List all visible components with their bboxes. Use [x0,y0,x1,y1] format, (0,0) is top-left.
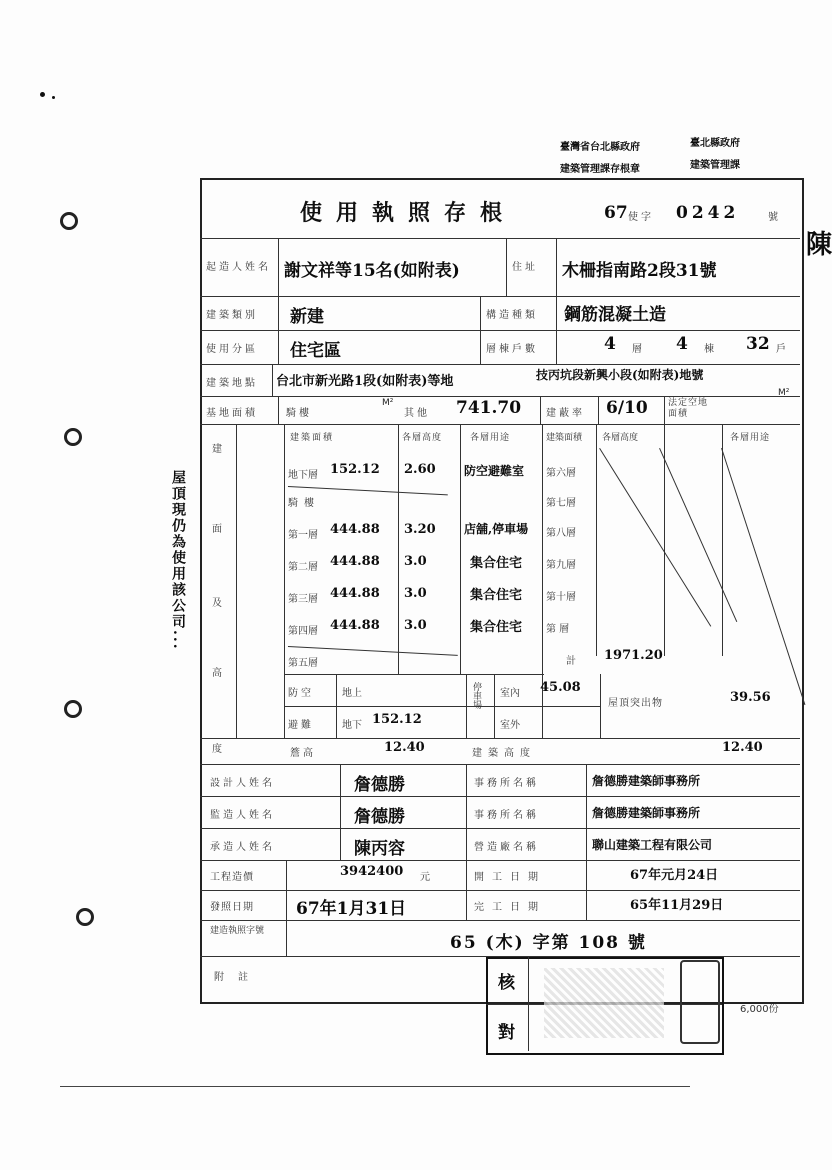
section-label: 建 [212,444,225,455]
floor-area: 444.88 [330,586,380,601]
total-label: 計 [566,656,579,667]
floor-name-right: 第六層 [546,468,576,479]
speck [40,92,45,97]
floor-height: 3.0 [404,586,427,601]
supervisor-office-label: 事務所名稱 [474,810,539,821]
binder-hole [64,700,82,718]
top-stamp-right-2: 建築管理課 [690,160,740,171]
rule [506,238,507,296]
floor-area: 444.88 [330,554,380,569]
rule [722,424,723,656]
floors-label: 層棟戶數 [486,344,538,355]
top-stamp-left-2: 建築管理課存根章 [560,164,640,175]
permit-label: 建造執照字號 [210,926,265,936]
rule [200,296,800,297]
complete-date: 65年11月29日 [630,898,724,913]
rule [200,238,800,239]
eaves-value: 12.40 [384,740,425,755]
contractor-office: 聯山建築工程有限公司 [592,838,713,852]
floor-name: 地下層 [288,470,318,481]
start-label: 開工日期 [474,872,546,883]
rule [286,920,287,956]
buildings-unit: 棟 [704,344,717,355]
indoor-label: 室內 [500,688,520,699]
seal-stamp [680,960,720,1044]
rule [200,396,800,397]
site-label: 建築地點 [206,378,258,389]
rule [200,738,800,739]
rule [284,674,544,675]
floors-count: 4 [604,334,616,354]
units-unit: 戶 [776,344,789,355]
contractor-name: 陳丙容 [354,839,405,859]
floor-use: 集合住宅 [470,620,523,635]
rule [272,364,273,396]
header-use-right: 各層用途 [730,433,771,443]
coverage-label: 建蔽率 [546,408,585,419]
header-area-right: 建築面積 [546,433,583,443]
lot-value: 技丙坑段新興小段(如附表)地號 [536,368,704,382]
category-value: 新建 [290,307,324,327]
total-height-value: 12.40 [722,740,763,755]
header-area: 建築面積 [290,433,335,443]
legal-open-label: 法定空地面積 [668,398,709,419]
floor-use: 防空避難室 [464,464,525,478]
floor-name-right: 第七層 [546,498,576,509]
floor-use: 集合住宅 [470,556,523,571]
rule [200,330,800,331]
floor-name: 第二層 [288,562,318,573]
zoning-value: 住宅區 [290,341,341,361]
rule [336,674,337,738]
seal-stamp [544,968,664,1038]
rule [200,764,800,765]
rule [284,424,285,738]
doc-suffix: 號 [768,212,781,223]
roof-value: 39.56 [730,690,771,705]
start-date: 67年元月24日 [630,868,719,883]
section-label: 及 [212,598,225,609]
rule [200,860,800,861]
structure-label: 構造種類 [486,310,538,321]
rule [278,238,279,296]
rule [200,796,800,797]
coverage-value: 6/10 [606,398,648,418]
outdoor-label: 室外 [500,720,520,731]
floor-name-right: 第八層 [546,528,576,539]
other-label: 其他 [404,408,430,419]
rule [466,764,467,860]
floors-unit: 層 [632,344,645,355]
supervisor-label: 監造人姓名 [210,810,275,821]
floor-height: 2.60 [404,462,436,477]
site-value: 台北市新光路1段(如附表)等地 [276,374,454,389]
address-label: 住址 [512,262,538,273]
below-value: 152.12 [372,712,422,727]
page-title: 使用執照存根 [300,200,517,226]
rule [466,860,467,920]
other-area: 741.70 [456,398,522,418]
arcade-label: 騎樓 [286,408,312,419]
doc-number: 0242 [676,203,740,223]
approve-char-2: 對 [498,1023,515,1043]
total-value: 1971.20 [604,648,663,663]
floor-height: 3.0 [404,618,427,633]
rule [236,424,237,738]
complete-label: 完工日期 [474,902,546,913]
top-stamp-left-1: 臺灣省台北縣政府 [560,142,640,153]
unit-m2: M² [778,388,790,398]
parking-label-1: 防空 [288,688,314,699]
permit-value: 65 (木) 字第 108 號 [450,933,647,953]
floor-area: 152.12 [330,462,380,477]
park-label: 停車場 [471,682,481,709]
cost-unit: 元 [420,872,433,883]
rule [284,706,600,707]
rule [466,674,467,738]
rule [200,364,800,365]
category-label: 建築類別 [206,310,258,321]
rule [586,764,587,860]
rule [460,424,461,674]
rule [278,396,279,424]
rule [540,396,541,424]
margin-note: 屋頂現仍為使用該公司... [170,470,186,651]
section-label: 度 [212,744,225,755]
rule [556,238,557,296]
units-count: 32 [746,334,770,354]
zoning-label: 使用分區 [206,344,258,355]
rule [596,424,597,656]
total-height-label: 建築高度 [472,748,536,759]
buildings-count: 4 [676,334,688,354]
designer-office-label: 事務所名稱 [474,778,539,789]
contractor-office-label: 營造廠名稱 [474,842,539,853]
designer-name: 詹德勝 [354,775,405,795]
header-height-right: 各層高度 [602,433,639,443]
rule [286,860,287,920]
side-char: 陳 [806,230,832,260]
area-label: 基地面積 [206,408,258,419]
binder-hole [60,212,78,230]
rule [556,296,557,364]
designer-label: 設計人姓名 [210,778,275,789]
floor-name-right: 第十層 [546,592,576,603]
rule [200,890,800,891]
bottom-rule [60,1086,690,1087]
floor-name: 第五層 [288,658,318,669]
roof-label: 屋頂突出物 [608,698,663,709]
parking-label-2: 避難 [288,720,314,731]
rule [340,764,341,860]
cost-value: 3942400 [340,864,404,879]
rule [494,674,495,738]
contractor-label: 承造人姓名 [210,842,275,853]
floor-name: 第一層 [288,530,318,541]
approve-char-1: 核 [498,973,515,993]
doc-year: 67 [604,203,628,223]
header-use: 各層用途 [470,433,511,443]
supervisor-name: 詹德勝 [354,807,405,827]
floor-name-right: 第 層 [546,624,570,635]
section-label: 高 [212,668,225,679]
eaves-label: 簷高 [290,748,316,759]
rule [200,920,800,921]
floor-use: 集合住宅 [470,588,523,603]
floor-area: 444.88 [330,618,380,633]
floor-name: 第四層 [288,626,318,637]
speck [52,96,55,99]
remarks-label: 附註 [214,972,262,983]
designer-office: 詹德勝建築師事務所 [592,774,701,788]
floor-name-right: 第九層 [546,560,576,571]
cost-label: 工程造價 [210,872,254,883]
rule [586,860,587,920]
structure-value: 鋼筋混凝土造 [564,305,666,325]
supervisor-office: 詹德勝建築師事務所 [592,806,701,820]
rule [200,828,800,829]
rule [398,424,399,674]
doc-type: 使字 [628,212,654,223]
rule [480,296,481,364]
issue-date: 67年1月31日 [296,899,407,919]
floor-name: 第三層 [288,594,318,605]
unit-m2: M² [382,398,394,408]
floor-use: 店舖,停車場 [464,522,529,536]
floor-height: 3.20 [404,522,436,537]
binder-hole [64,428,82,446]
rule [600,674,601,738]
print-run: 6,000份 [740,1004,779,1015]
rule [664,396,665,424]
top-stamp-right-1: 臺北縣政府 [690,138,740,149]
rule [278,296,279,364]
indoor-value: 45.08 [540,680,581,695]
floor-area: 444.88 [330,522,380,537]
address-value: 木柵指南路2段31號 [562,261,717,281]
rule [598,396,599,424]
floor-name: 騎樓 [288,498,320,509]
applicant-label: 起造人姓名 [206,262,271,273]
applicant-value: 謝文祥等15名(如附表) [284,261,460,281]
issue-label: 發照日期 [210,902,254,913]
floor-height: 3.0 [404,554,427,569]
header-height: 各層高度 [402,433,443,443]
rule [200,424,800,425]
below-label: 地下 [342,720,362,731]
section-label: 面 [212,524,225,535]
above-label: 地上 [342,688,362,699]
binder-hole [76,908,94,926]
